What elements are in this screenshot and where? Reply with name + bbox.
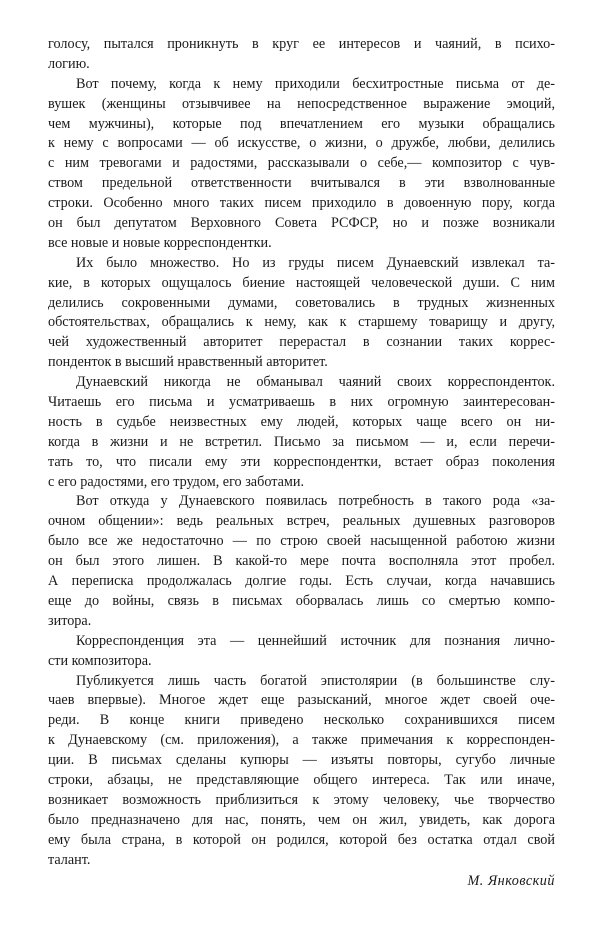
text-line: было предназначено для нас, понять, чем он жил, увидеть, как дорога <box>48 811 555 828</box>
text-line: к Дунаевскому (см. приложения), а также примечания к корреспонден- <box>48 732 555 749</box>
text-line: чем мужчины), которые под впечатлением его музыки обращались <box>48 115 555 132</box>
text-line: чей художественный авторитет перерастал в сознании таких коррес- <box>48 334 555 351</box>
text-line: сти композитора. <box>48 652 152 669</box>
text-line: Вот откуда у Дунаевского появилась потребность в такого рода «за- <box>76 493 555 510</box>
paragraph <box>48 492 555 631</box>
text-line: зитора. <box>48 612 92 629</box>
paragraph <box>48 373 555 492</box>
text-line: логию. <box>48 55 90 72</box>
text-line: делились сокровенными думами, советовались в трудных жизненных <box>48 294 555 311</box>
text-line: Публикуется лишь часть богатой эпистолярии (в большинстве слу- <box>76 672 555 689</box>
text-line: Их было множество. Но из груды писем Дунаевский извлекал та- <box>76 254 555 271</box>
text-line: тать то, что писали ему эти корреспондентки, встает образ поколения <box>48 453 555 470</box>
paragraph <box>48 672 555 871</box>
text-line: Читаешь его письма и усматриваешь в них огромную заинтересован- <box>48 394 555 411</box>
text-line: обстоятельствах, обращались к нему, как к старшему товарищу и другу, <box>48 314 555 331</box>
document-page <box>48 35 555 892</box>
text-line: было все же недостаточно — по строю своей насыщенной работою жизни <box>48 533 555 550</box>
text-line: реди. В конце книги приведено несколько сохранившихся писем <box>48 712 555 729</box>
text-line: понденток в высший нравственный авторитет. <box>48 354 328 371</box>
paragraph <box>48 35 555 75</box>
text-line: ность в судьбе неизвестных ему людей, которых чаще всего он ни- <box>48 413 555 430</box>
text-line: он был этого лишен. В какой-то мере почта восполняла этот пробел. <box>48 553 555 570</box>
text-line: ством предельной ответственности вчитывался в эти взволнованные <box>48 175 555 192</box>
text-line: когда в жизни и не встретил. Письмо за письмом — и, если перечи- <box>48 433 555 450</box>
text-line: он был депутатом Верховного Совета РСФСР, но и позже возникали <box>48 215 555 232</box>
text-line: Дунаевский никогда не обманывал чаяний своих корреспонденток. <box>76 374 555 391</box>
text-line: все новые и новые корреспондентки. <box>48 234 272 251</box>
paragraph <box>48 632 555 672</box>
text-line: чаев впервые). Многое ждет еще разысканий, многое ждет своей оче- <box>48 692 555 709</box>
text-line: к нему с вопросами — об искусстве, о жизни, о дружбе, любви, делились <box>48 135 555 152</box>
text-line: с его радостями, его трудом, его заботами. <box>48 473 305 490</box>
text-line: строки, абзацы, не представляющие общего интереса. Так или иначе, <box>48 771 555 788</box>
paragraph <box>48 254 555 373</box>
text-line: строки. Особенно много таких писем приходило в довоенную пору, когда <box>48 195 555 212</box>
text-line: А переписка продолжалась долгие годы. Есть случаи, когда начавшись <box>48 573 555 590</box>
text-line: Вот почему, когда к нему приходили бесхитростные письма от де- <box>76 75 555 92</box>
text-line: талант. <box>48 851 91 868</box>
text-line: ему была страна, в которой он родился, которой без остатка отдал свой <box>48 831 555 848</box>
text-line: кие, в которых ощущалось биение настоящей человеческой души. С ним <box>48 274 555 291</box>
text-line: возникает возможность приблизиться к этому человеку, чье творчество <box>48 791 555 808</box>
text-line: еще до войны, связь в письмах оборвалась лишь со смертью компо- <box>48 592 555 609</box>
text-line: вушек (женщины отзывчивее на непосредственное выражение эмоций, <box>48 95 555 112</box>
text-line: голосу, пытался проникнуть в круг ее интересов и чаяний, в психо- <box>48 36 555 52</box>
author-signature: М. Янковский <box>467 873 555 890</box>
text-line: ции. В письмах сделаны купюры — изъяты повторы, сугубо личные <box>48 752 555 769</box>
text-line: с ним тревогами и радостями, рассказывали о себе,— композитор с чув- <box>48 155 555 172</box>
paragraph <box>48 75 555 254</box>
text-line: очном общении»: ведь реальных встреч, реальных душевных разговоров <box>48 513 555 530</box>
body-text <box>48 35 555 870</box>
text-line: Корреспонденция эта — ценнейший источник для познания лично- <box>76 632 555 649</box>
